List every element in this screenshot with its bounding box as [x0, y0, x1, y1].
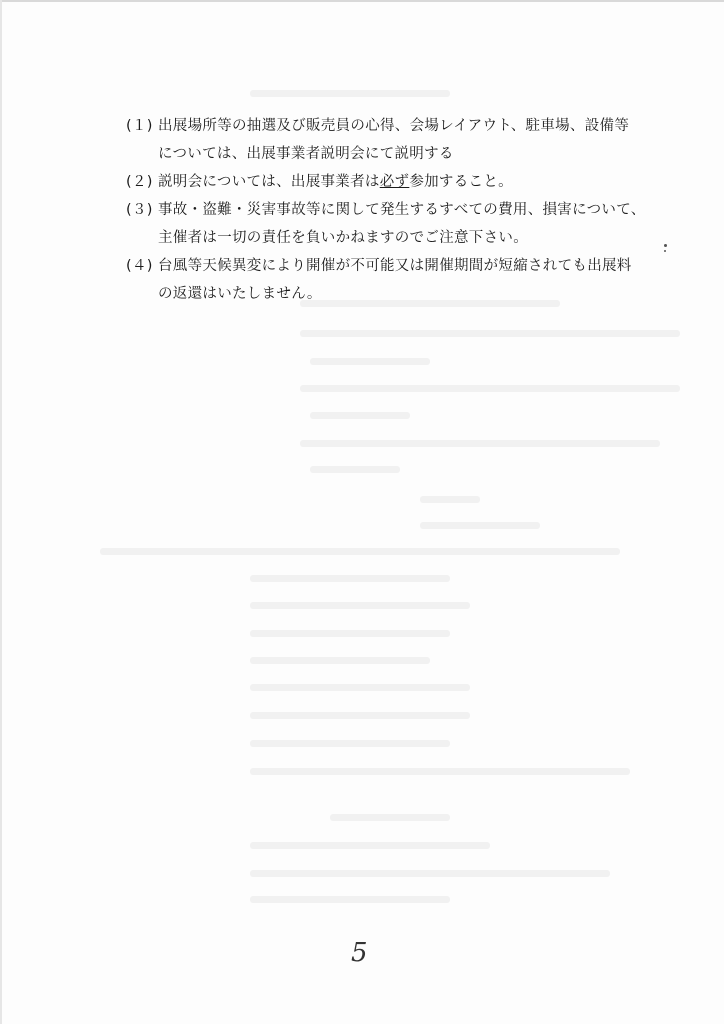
bleed-through-line — [250, 575, 450, 582]
bleed-through-line — [420, 496, 480, 503]
bleed-through-line — [300, 385, 680, 392]
item-number: (４) — [126, 258, 153, 274]
bleed-through-line — [300, 440, 660, 447]
bleed-through-line — [250, 684, 470, 691]
item-text: 説明会については、出展事業者は — [158, 174, 380, 190]
bleed-through-line — [250, 740, 450, 747]
item-text-continued: 主催者は一切の責任を負いかねますのでご注意下さい。 — [158, 230, 528, 246]
bleed-through-line — [420, 522, 540, 529]
item-text: 出展場所等の抽選及び販売員の心得、会場レイアウト、駐車場、設備等 — [158, 118, 630, 134]
bleed-through-line — [250, 657, 430, 664]
bleed-through-line — [250, 712, 470, 719]
emphasis-text: 必ず — [379, 174, 410, 190]
page-left-edge — [0, 0, 2, 1024]
bleed-through-line — [310, 358, 430, 365]
item-number: (１) — [126, 118, 153, 134]
list-item-4 — [126, 252, 686, 308]
item-text: 事故・盗難・災害事故等に関して発生するすべての費用、損害について、 — [158, 202, 646, 218]
item-number: (２) — [126, 174, 153, 190]
page-number: 5 — [351, 938, 368, 968]
item-text: 参加すること。 — [409, 174, 513, 190]
list-item-1 — [126, 112, 686, 168]
bleed-through-line — [250, 90, 450, 97]
bleed-through-line — [310, 412, 410, 419]
bleed-through-line — [250, 602, 470, 609]
notice-list — [126, 112, 686, 308]
list-item-3 — [126, 196, 686, 252]
bleed-through-line — [250, 870, 610, 877]
item-number: (３) — [126, 202, 153, 218]
bleed-through-line — [310, 466, 400, 473]
item-text-continued: の返還はいたしません。 — [158, 286, 322, 302]
item-text-continued: については、出展事業者説明会にて説明する — [158, 146, 454, 162]
bleed-through-line — [100, 548, 620, 555]
list-item-2 — [126, 168, 686, 196]
bleed-through-line — [300, 330, 680, 337]
page-top-edge — [0, 0, 724, 2]
bleed-through-line — [250, 842, 490, 849]
bleed-through-line — [330, 814, 450, 821]
bleed-through-line — [250, 896, 450, 903]
item-text: 台風等天候異変により開催が不可能又は開催期間が短縮されても出展料 — [158, 258, 632, 274]
bleed-through-line — [250, 768, 630, 775]
bleed-through-line — [250, 630, 450, 637]
